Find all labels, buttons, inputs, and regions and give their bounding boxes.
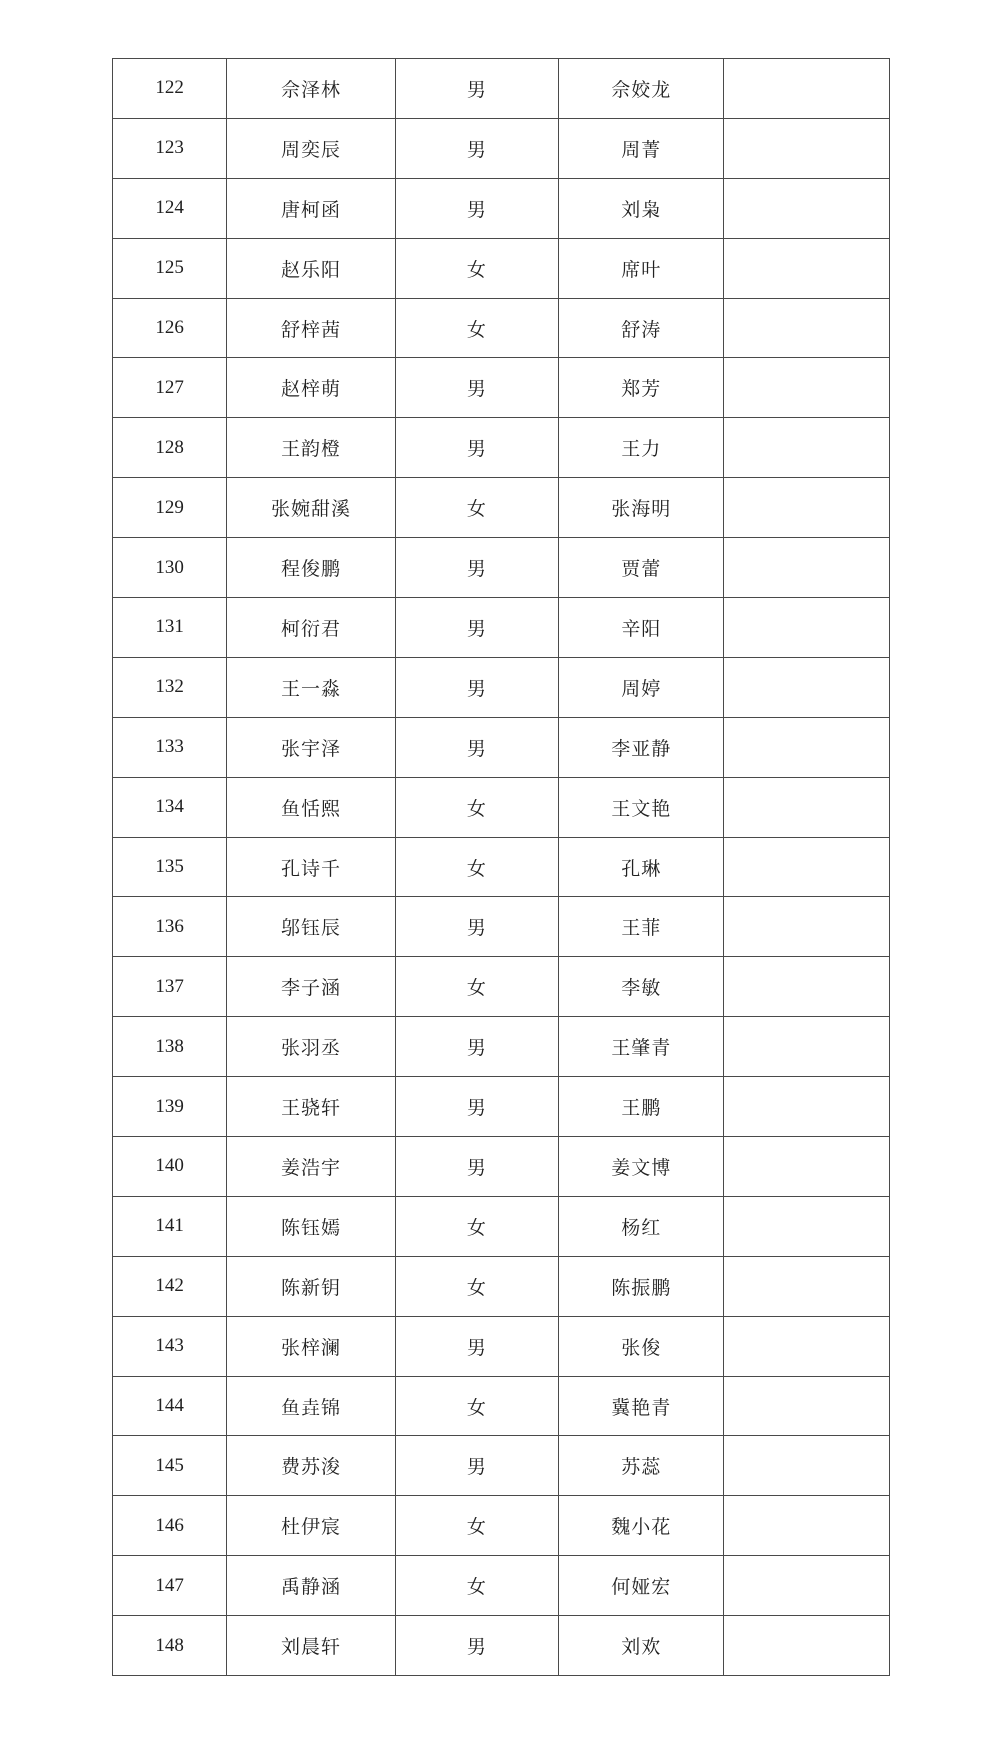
table-row <box>113 957 890 1017</box>
parent-name-cell: 贾蕾 <box>558 538 724 598</box>
table-row <box>113 717 890 777</box>
gender-cell: 男 <box>395 59 558 119</box>
student-roster-table <box>112 58 890 1676</box>
parent-name-cell: 李亚静 <box>558 717 724 777</box>
empty-note-cell <box>724 1556 890 1616</box>
parent-name-cell: 陈振鹏 <box>558 1256 724 1316</box>
empty-note-cell <box>724 418 890 478</box>
row-number-cell: 127 <box>113 358 227 418</box>
student-name-cell: 姜浩宇 <box>227 1137 396 1197</box>
parent-name-cell: 王文艳 <box>558 777 724 837</box>
parent-name-cell: 杨红 <box>558 1196 724 1256</box>
table-row <box>113 478 890 538</box>
student-name-cell: 佘泽林 <box>227 59 396 119</box>
table-row <box>113 1376 890 1436</box>
gender-cell: 男 <box>395 1436 558 1496</box>
table-row <box>113 1256 890 1316</box>
empty-note-cell <box>724 538 890 598</box>
gender-cell: 女 <box>395 1256 558 1316</box>
gender-cell: 男 <box>395 1017 558 1077</box>
student-name-cell: 陈钰嫣 <box>227 1196 396 1256</box>
gender-cell: 男 <box>395 657 558 717</box>
row-number-cell: 124 <box>113 178 227 238</box>
table-row <box>113 298 890 358</box>
student-name-cell: 柯衍君 <box>227 598 396 658</box>
empty-note-cell <box>724 1316 890 1376</box>
empty-note-cell <box>724 777 890 837</box>
student-name-cell: 周奕辰 <box>227 118 396 178</box>
table-row <box>113 1077 890 1137</box>
empty-note-cell <box>724 657 890 717</box>
row-number-cell: 144 <box>113 1376 227 1436</box>
table-row <box>113 1137 890 1197</box>
parent-name-cell: 辛阳 <box>558 598 724 658</box>
empty-note-cell <box>724 1017 890 1077</box>
row-number-cell: 130 <box>113 538 227 598</box>
table-row <box>113 1616 890 1676</box>
student-name-cell: 张羽丞 <box>227 1017 396 1077</box>
student-name-cell: 鱼恬熙 <box>227 777 396 837</box>
gender-cell: 男 <box>395 598 558 658</box>
table-row <box>113 837 890 897</box>
gender-cell: 男 <box>395 717 558 777</box>
table-row <box>113 358 890 418</box>
table-row <box>113 418 890 478</box>
student-name-cell: 王韵橙 <box>227 418 396 478</box>
empty-note-cell <box>724 1077 890 1137</box>
student-name-cell: 孔诗千 <box>227 837 396 897</box>
empty-note-cell <box>724 957 890 1017</box>
gender-cell: 女 <box>395 1196 558 1256</box>
parent-name-cell: 王力 <box>558 418 724 478</box>
gender-cell: 男 <box>395 538 558 598</box>
table-row <box>113 1017 890 1077</box>
student-name-cell: 费苏浚 <box>227 1436 396 1496</box>
student-name-cell: 张宇泽 <box>227 717 396 777</box>
empty-note-cell <box>724 1436 890 1496</box>
gender-cell: 男 <box>395 1616 558 1676</box>
table-row <box>113 897 890 957</box>
gender-cell: 女 <box>395 298 558 358</box>
table-row <box>113 118 890 178</box>
row-number-cell: 129 <box>113 478 227 538</box>
student-name-cell: 赵乐阳 <box>227 238 396 298</box>
empty-note-cell <box>724 178 890 238</box>
parent-name-cell: 刘欢 <box>558 1616 724 1676</box>
parent-name-cell: 何娅宏 <box>558 1556 724 1616</box>
parent-name-cell: 刘枭 <box>558 178 724 238</box>
gender-cell: 女 <box>395 1556 558 1616</box>
row-number-cell: 143 <box>113 1316 227 1376</box>
row-number-cell: 146 <box>113 1496 227 1556</box>
parent-name-cell: 王鹏 <box>558 1077 724 1137</box>
table-row <box>113 1556 890 1616</box>
table-row <box>113 1196 890 1256</box>
student-name-cell: 鱼垚锦 <box>227 1376 396 1436</box>
parent-name-cell: 姜文博 <box>558 1137 724 1197</box>
gender-cell: 男 <box>395 897 558 957</box>
student-name-cell: 赵梓萌 <box>227 358 396 418</box>
row-number-cell: 122 <box>113 59 227 119</box>
table-row <box>113 1436 890 1496</box>
gender-cell: 男 <box>395 418 558 478</box>
student-name-cell: 禹静涵 <box>227 1556 396 1616</box>
row-number-cell: 134 <box>113 777 227 837</box>
student-name-cell: 刘晨轩 <box>227 1616 396 1676</box>
parent-name-cell: 苏蕊 <box>558 1436 724 1496</box>
row-number-cell: 137 <box>113 957 227 1017</box>
row-number-cell: 148 <box>113 1616 227 1676</box>
empty-note-cell <box>724 1196 890 1256</box>
empty-note-cell <box>724 1616 890 1676</box>
gender-cell: 男 <box>395 118 558 178</box>
parent-name-cell: 周菁 <box>558 118 724 178</box>
empty-note-cell <box>724 298 890 358</box>
gender-cell: 女 <box>395 1496 558 1556</box>
student-name-cell: 王一淼 <box>227 657 396 717</box>
gender-cell: 男 <box>395 1077 558 1137</box>
parent-name-cell: 佘姣龙 <box>558 59 724 119</box>
gender-cell: 女 <box>395 777 558 837</box>
gender-cell: 男 <box>395 1137 558 1197</box>
row-number-cell: 147 <box>113 1556 227 1616</box>
gender-cell: 男 <box>395 178 558 238</box>
gender-cell: 女 <box>395 957 558 1017</box>
table-row <box>113 1496 890 1556</box>
empty-note-cell <box>724 717 890 777</box>
empty-note-cell <box>724 1256 890 1316</box>
student-name-cell: 李子涵 <box>227 957 396 1017</box>
parent-name-cell: 张俊 <box>558 1316 724 1376</box>
row-number-cell: 131 <box>113 598 227 658</box>
parent-name-cell: 孔琳 <box>558 837 724 897</box>
empty-note-cell <box>724 358 890 418</box>
gender-cell: 女 <box>395 1376 558 1436</box>
parent-name-cell: 王肇青 <box>558 1017 724 1077</box>
empty-note-cell <box>724 837 890 897</box>
empty-note-cell <box>724 1496 890 1556</box>
table-row <box>113 238 890 298</box>
empty-note-cell <box>724 478 890 538</box>
parent-name-cell: 周婷 <box>558 657 724 717</box>
table-row <box>113 59 890 119</box>
empty-note-cell <box>724 1376 890 1436</box>
table-row <box>113 657 890 717</box>
row-number-cell: 132 <box>113 657 227 717</box>
empty-note-cell <box>724 897 890 957</box>
student-name-cell: 陈新钥 <box>227 1256 396 1316</box>
empty-note-cell <box>724 118 890 178</box>
gender-cell: 男 <box>395 358 558 418</box>
student-name-cell: 王骁轩 <box>227 1077 396 1137</box>
student-name-cell: 唐柯函 <box>227 178 396 238</box>
empty-note-cell <box>724 598 890 658</box>
row-number-cell: 133 <box>113 717 227 777</box>
empty-note-cell <box>724 59 890 119</box>
student-name-cell: 张梓澜 <box>227 1316 396 1376</box>
table-row <box>113 777 890 837</box>
row-number-cell: 128 <box>113 418 227 478</box>
row-number-cell: 139 <box>113 1077 227 1137</box>
student-name-cell: 邬钰辰 <box>227 897 396 957</box>
parent-name-cell: 冀艳青 <box>558 1376 724 1436</box>
row-number-cell: 135 <box>113 837 227 897</box>
gender-cell: 女 <box>395 238 558 298</box>
row-number-cell: 145 <box>113 1436 227 1496</box>
gender-cell: 男 <box>395 1316 558 1376</box>
parent-name-cell: 郑芳 <box>558 358 724 418</box>
table-row <box>113 1316 890 1376</box>
parent-name-cell: 王菲 <box>558 897 724 957</box>
row-number-cell: 136 <box>113 897 227 957</box>
parent-name-cell: 张海明 <box>558 478 724 538</box>
table-row <box>113 598 890 658</box>
parent-name-cell: 李敏 <box>558 957 724 1017</box>
empty-note-cell <box>724 238 890 298</box>
row-number-cell: 126 <box>113 298 227 358</box>
parent-name-cell: 舒涛 <box>558 298 724 358</box>
row-number-cell: 125 <box>113 238 227 298</box>
row-number-cell: 141 <box>113 1196 227 1256</box>
parent-name-cell: 席叶 <box>558 238 724 298</box>
student-name-cell: 杜伊宸 <box>227 1496 396 1556</box>
parent-name-cell: 魏小花 <box>558 1496 724 1556</box>
row-number-cell: 123 <box>113 118 227 178</box>
row-number-cell: 138 <box>113 1017 227 1077</box>
table-row <box>113 178 890 238</box>
table-row <box>113 538 890 598</box>
gender-cell: 女 <box>395 837 558 897</box>
student-name-cell: 张婉甜溪 <box>227 478 396 538</box>
student-name-cell: 舒梓茜 <box>227 298 396 358</box>
row-number-cell: 142 <box>113 1256 227 1316</box>
student-name-cell: 程俊鹏 <box>227 538 396 598</box>
empty-note-cell <box>724 1137 890 1197</box>
gender-cell: 女 <box>395 478 558 538</box>
row-number-cell: 140 <box>113 1137 227 1197</box>
